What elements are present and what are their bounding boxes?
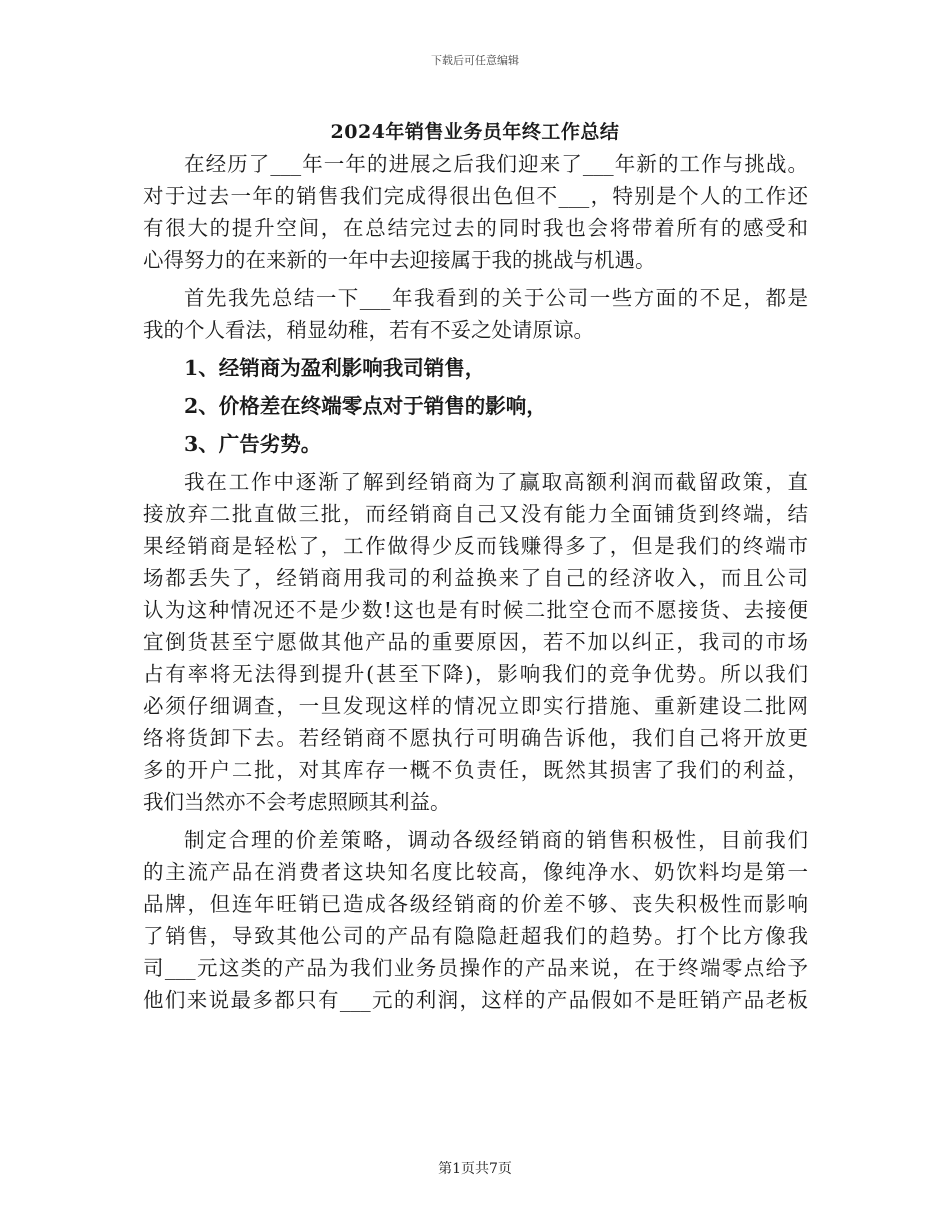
paragraph-line: 接放弃二批直做三批，而经销商自己又没有能力全面铺货到终端，结 <box>143 502 808 526</box>
document-title: 2024年销售业务员年终工作总结 <box>330 121 620 143</box>
paragraph-line: 司___元这类的产品为我们业务员操作的产品来说，在于终端零点给予 <box>143 956 808 980</box>
paragraph-line: 我的个人看法，稍显幼稚，若有不妥之处请原谅。 <box>143 318 594 342</box>
paragraph-line: 络将货卸下去。若经销商不愿执行可明确告诉他，我们自己将开放更 <box>143 726 808 750</box>
paragraph-line: 有很大的提升空间，在总结完过去的同时我也会将带着所有的感受和 <box>143 216 808 240</box>
paragraph-line: 我们当然亦不会考虑照顾其利益。 <box>143 790 451 814</box>
paragraph-line: 他们来说最多都只有___元的利润，这样的产品假如不是旺销产品老板 <box>143 988 808 1012</box>
paragraph-line: 果经销商是轻松了，工作做得少反而钱赚得多了，但是我们的终端市 <box>143 534 808 558</box>
paragraph-line: 制定合理的价差策略，调动各级经销商的销售积极性，目前我们 <box>184 828 808 852</box>
paragraph-line: 首先我先总结一下___年我看到的关于公司一些方面的不足，都是 <box>184 286 808 310</box>
paragraph-line: 必须仔细调查，一旦发现这样的情况立即实行措施、重新建设二批网 <box>143 694 808 718</box>
paragraph-line: 对于过去一年的销售我们完成得很出色但不___，特别是个人的工作还 <box>143 184 808 208</box>
paragraph-line: 了销售，导致其他公司的产品有隐隐赶超我们的趋势。打个比方像我 <box>143 924 808 948</box>
list-item: 3、广告劣势。 <box>184 432 322 456</box>
page-number: 第1页共7页 <box>438 1161 512 1177</box>
document-body <box>143 148 808 1016</box>
paragraph-line: 多的开户二批，对其库存一概不负责任，既然其损害了我们的利益， <box>143 758 808 782</box>
paragraph-line: 的主流产品在消费者这块知名度比较高，像纯净水、奶饮料均是第一 <box>143 860 808 884</box>
list-item: 1、经销商为盈利影响我司销售， <box>184 356 486 380</box>
paragraph-line: 心得努力的在来新的一年中去迎接属于我的挑战与机遇。 <box>143 248 656 272</box>
list-item: 2、价格差在终端零点对于销售的影响， <box>184 394 547 418</box>
paragraph-line: 我在工作中逐渐了解到经销商为了赢取高额利润而截留政策，直 <box>184 470 808 494</box>
paragraph-line: 宜倒货甚至宁愿做其他产品的重要原因，若不加以纠正，我司的市场 <box>143 630 808 654</box>
paragraph-line: 认为这种情况还不是少数!这也是有时候二批空仓而不愿接货、去接便 <box>143 598 808 622</box>
page-header-note: 下载后可任意编辑 <box>431 54 519 67</box>
paragraph-line: 占有率将无法得到提升(甚至下降)，影响我们的竞争优势。所以我们 <box>143 662 808 686</box>
paragraph-line: 场都丢失了，经销商用我司的利益换来了自己的经济收入，而且公司 <box>143 566 808 590</box>
paragraph-line: 品牌，但连年旺销已造成各级经销商的价差不够、丧失积极性而影响 <box>143 892 808 916</box>
paragraph-line: 在经历了___年一年的进展之后我们迎来了___年新的工作与挑战。 <box>184 152 808 176</box>
